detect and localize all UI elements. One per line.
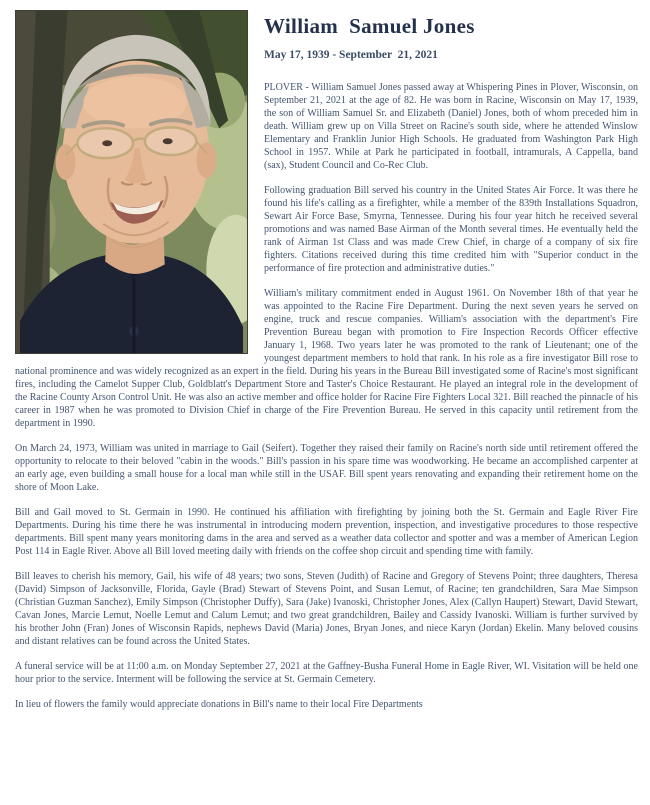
- obituary-paragraph-2: Following graduation Bill served his country in the United States Air Force. It was there he found his life's calling as a firefighter, while a member of the 839th Installations Squadron, Sewart Air Force Base, Smyrna, Tennessee. During his four year hitch he received several promotions and was named Base Airman of the Month several times. He eventually held the rank of Airman 1st Class and was made Crew Chief, in charge of a company of six fire fighters. Citations received during this time credited him with "Superior conduct in the performance of fire protection and administrative duties.": [264, 185, 638, 274]
- page-title: William Samuel Jones: [264, 14, 475, 38]
- obituary-paragraph-1: PLOVER - William Samuel Jones passed away at Whispering Pines in Plover, Wisconsin, on September 21, 2021 at the age of 82. He was born in Racine, Wisconsin on May 17, 1939, the son of William Samuel Sr. and Elizabeth (Daniel) Jones, both of whom preceded him in death. William grew up on Villa Street on Racine's south side, where he attended Winslow Elementary and Franklin Junior High Schools. He graduated from Washington Park High School in 1957. While at Park he participated in football, intramurals, A Cappella, band (sax), Student Council and Co-Rec Club.: [264, 82, 638, 171]
- obituary-paragraph-7: A funeral service will be at 11:00 a.m. on Monday September 27, 2021 at the Gaffney-Busha Funeral Home in Eagle River, WI. Visitation will be held one hour prior to the service. Interment will be following the service at St. Germain Cemetery.: [15, 661, 638, 685]
- obituary-paragraph-3: William's military commitment ended in August 1961. On November 18th of that year he was appointed to the Racine Fire Department. During the next seven years he served on engine, truck and rescue companies. William's association with the department's Fire Prevention Bureau began with promotion to Fire Inspection Records Officer effective January 1, 1968. Two years later he was promoted to the rank of Lieutenant; one of the youngest department members to hold that rank. In his role as a fire investigator Bill rose to national prominence and was widely recognized as an expert in the field. During his years in the Bureau Bill investigated some of Racine's most significant fires, including the Camelot Supper Club, Goldblatt's Department Store and Taster's Choice Restaurant. He played an integral role in the development of the Racine County Arson Control Unit. He was also an active member and office holder for Racine Fire Fighters Local 321. Bill reached the pinnacle of his career in 1987 when he was promoted to Division Chief in charge of the Fire Prevention Bureau. He served in this capacity until retirement from the department in 1990.: [15, 288, 638, 429]
- portrait-illustration: [16, 11, 247, 353]
- obituary-paragraph-5: Bill and Gail moved to St. Germain in 1990. He continued his affiliation with firefighting by joining both the St. Germain and Eagle River Fire Departments. During his time there he was instrumental in introducing modern prevention, inspection, and investigative procedures to those respective departments. Bill spent many years monitoring dams in the area and served as a weather data collector and spotter and was a member of American Legion Post 114 in Eagle River. Above all Bill loved meeting daily with friends on the coffee shop circuit and spending time with family.: [15, 507, 638, 557]
- portrait-photo: [15, 10, 248, 354]
- life-dates: May 17, 1939 - September 21, 2021: [264, 49, 438, 61]
- obituary-paragraph-6: Bill leaves to cherish his memory, Gail, his wife of 48 years; two sons, Steven (Judith) of Racine and Gregory of Stevens Point; three daughters, Theresa (David) Simpson of Jacksonville, Florida, Gayle (Brad) Stewart of Stevens Point, and Susan Lemut, of Racine; ten grandchildren, Sara Mae Simpson (Christian Guzman Sanchez), Emily Simpson (Christopher Duffy), Sara (Jake) Ivanoski, Christopher Jones, Alex (Callyn Haupert) Stewart, David Stewart, Cavan Jones, Marcie Lemut, Noelle Lemut and Calum Lemut; and two great grandchildren, Bailey and Cassidy Ivanoski. William is further survived by his brother John (Fran) Jones of Wisconsin Rapids, nephews David (Maria) Jones, Bryan Jones, and niece Karyn (Jordan) Ekelin. Many beloved cousins and distant relatives can be found across the United States.: [15, 571, 638, 647]
- obituary-paragraph-8: In lieu of flowers the family would appreciate donations in Bill's name to their local Fire Departments: [15, 699, 423, 710]
- obituary-paragraph-4: On March 24, 1973, William was united in marriage to Gail (Seifert). Together they raised their family on Racine's north side until retirement offered the opportunity to relocate to their beloved "cabin in the woods." Bill's passion in his spare time was woodworking. He became an accomplished carpenter at an early age, even building a small house for a local man while still in the USAF. Bill spent years renovating and expanding their retirement home on the shore of Moon Lake.: [15, 443, 638, 493]
